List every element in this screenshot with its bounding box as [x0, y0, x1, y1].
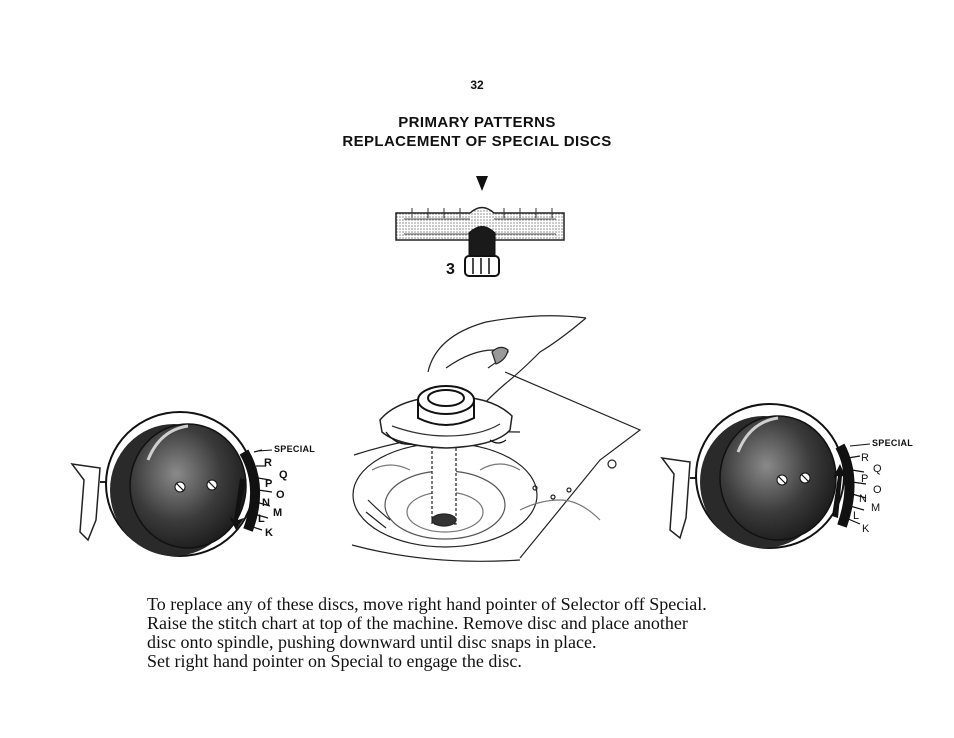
left-dial-letter-l: L — [258, 513, 265, 525]
lever-base — [465, 256, 499, 276]
right-dial-letter-l: L — [853, 510, 860, 522]
left-dial-knob — [130, 424, 246, 548]
instructions-line-4: Set right hand pointer on Special to engage the disc. — [147, 651, 522, 671]
lever-number-label: 3 — [446, 261, 455, 278]
left-dial-special-label: SPECIAL — [274, 444, 316, 454]
instructions-line-2: Raise the stitch chart at top of the machine. Remove disc and place another — [147, 613, 688, 633]
right-dial-letter-r: R — [861, 452, 869, 464]
instructions-line-1: To replace any of these discs, move right hand pointer of Selector off Special. — [147, 594, 707, 614]
left-dial-letter-q: Q — [279, 469, 288, 481]
left-dial-letter-p: P — [265, 478, 273, 490]
instructions-line-3: disc onto spindle, pushing downward until disc snaps in place. — [147, 632, 597, 652]
stitch-chart-lever-diagram — [396, 176, 564, 276]
selector-pointer-arrow-icon — [476, 176, 488, 191]
left-selector-handle — [72, 464, 100, 540]
left-selector-dial — [72, 412, 272, 556]
right-dial-letter-o: O — [873, 484, 882, 496]
right-dial-letter-q: Q — [873, 463, 882, 475]
left-dial-letter-k: K — [265, 527, 273, 539]
disc-replacement-illustration — [352, 316, 640, 562]
instructions-text — [147, 595, 847, 671]
spindle — [432, 442, 456, 524]
machine-bed-lines — [352, 372, 640, 561]
page-title-line-1: PRIMARY PATTERNS — [398, 114, 556, 131]
right-dial-letter-k: K — [862, 523, 870, 535]
right-selector-dial — [662, 404, 870, 548]
right-dial-special-label: SPECIAL — [872, 438, 914, 448]
left-dial-letter-n: N — [262, 497, 270, 509]
left-dial-letter-o: O — [276, 489, 285, 501]
page-title-line-2: REPLACEMENT OF SPECIAL DISCS — [342, 133, 612, 150]
right-dial-letter-n: N — [859, 493, 867, 505]
left-dial-letter-m: M — [273, 507, 283, 519]
right-dial-letter-p: P — [861, 473, 869, 485]
page-number: 32 — [470, 78, 484, 92]
right-dial-letter-m: M — [871, 502, 881, 514]
right-selector-handle — [662, 458, 690, 538]
left-dial-letter-r: R — [264, 457, 272, 469]
